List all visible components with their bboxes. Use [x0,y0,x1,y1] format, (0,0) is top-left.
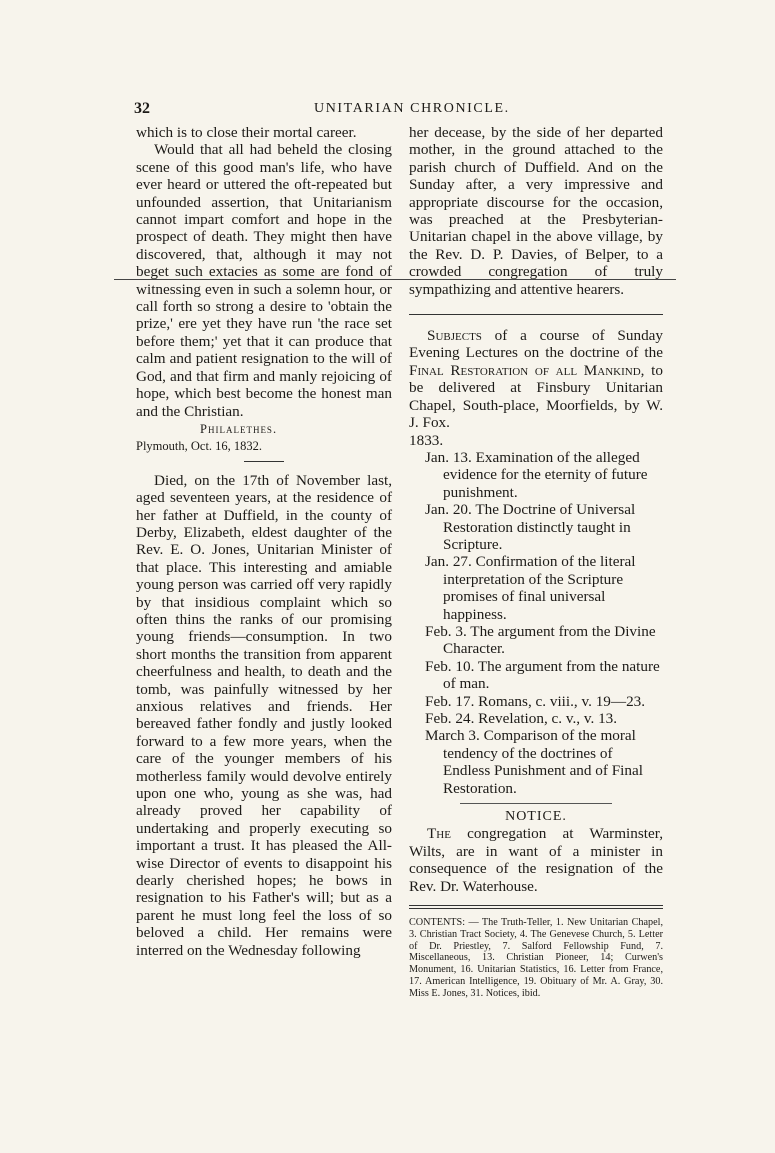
article-paragraph: Would that all had beheld the closing scene of this good man's life, who have ever heard or uttered the oft-repeated but unfounded assertion, that Unitarianism cannot impart comfort and hope in the prospect of death. They might then have discovered, that, although it may not beget such extacies as some are fond of witnessing even in such a solemn hour, or call forth so strong a desire to 'obtain the prize,' ere yet they have run 'the race set before them;' yet that it can produce that calm and patient resignation to the will of God, and that firm and manly rejoicing of hope, which best become the honest man and the Christian. [136,141,392,420]
contents-list: CONTENTS: — The Truth-Teller, 1. New Unitarian Chapel, 3. Christian Tract Society, 4. The Genevese Church, 5. Letter of Dr. Priestley, 7. Salford Fellowship Fund, 7. Miscellaneous, 13. Christian Pioneer, 14; Curwen's Monument, 16. Unitarian Statistics, 16. Letter from France, 17. American Intelligence, 19. Obituary of Mr. A. Gray, 30. Miss E. Jones, 31. Notices, ibid. [409,917,663,999]
notice-body: congregation at Warminster, Wilts, are in want of a minister in consequence of the resignation of the Rev. Dr. Waterhouse. [409,825,663,895]
signature-line [136,420,392,438]
article-end-paragraph: which is to close their mortal career. [136,124,357,141]
left-column [136,124,392,959]
notice-paragraph [409,825,663,895]
lecture-item: Jan. 20. The Doctrine of Universal Restoration distinctly taught in Scripture. [425,501,636,553]
page-header [134,100,664,122]
section-divider [244,461,284,462]
right-column [409,124,663,1000]
obituary-paragraph: Died, on the 17th of November last, aged seventeen years, at the residence of her father at Duffield, in the county of Derby, Elizabeth, eldest daughter of the Rev. E. O. Jones, Unitarian Minister of that place. This interesting and amiable young person was carried off very rapidly by that insidious complaint which so often thins the ranks of our promising young friends—consumption. In two short months the transition from apparent cheerfulness and health, to death and the tomb, was painfully witnessed by her anxious relatives and friends. Her bereaved father fondly and justly looked forward to a few more years, when the care of the younger members of his motherless family would devolve entirely upon one who, young as she was, had already proved her capability of undertaking and properly executing so important a trust. It has pleased the All-wise Director of events to disappoint his dearly cherished hopes; he bows in resignation to his Father's will; but as a parent he must long feel the loss of so beloved a child. Her remains were interred on the Wednesday following [136,471,392,959]
lecture-list [409,449,663,797]
lecture-item: Feb. 24. Revelation, c. v., v. 13. [425,710,618,727]
lecture-item: Feb. 3. The argument from the Divine Character. [425,622,656,658]
lectures-intro-text-b: , to be delivered at Finsbury Unitarian Chapel, South-place, Moorfields, by W. J. Fox. [409,361,663,432]
lectures-intro [409,327,663,431]
contents-divider [409,905,663,909]
lectures-intro-text-a: of a course of Sunday Evening Lectures on the doctrine of the [409,327,663,362]
lecture-item: Feb. 10. The argument from the nature of man. [425,657,660,693]
obituary-continuation: her decease, by the side of her departed mother, in the ground attached to the parish church of Duffield. And on the Sunday after, a very impressive and appropriate discourse for the occasion, was preached at the Presbyterian-Unitarian chapel in the above village, by the Rev. D. P. Davies, of Belper, to a crowded congregation of truly sympathizing and attentive hearers. [409,124,663,298]
lecture-item: Feb. 17. Romans, c. viii., v. 19—23. [425,692,646,710]
notice-divider [460,803,612,804]
lecture-item: March 3. Comparison of the moral tendency of the doctrines of Endless Punishment and of Final Restoration. [425,727,643,797]
running-title: UNITARIAN CHRONICLE. [314,101,510,116]
lectures-intro-lead: Subjects [427,327,482,345]
lectures-intro-caps: Final Restoration of all Mankind [409,361,641,379]
lectures-year: 1833. [409,431,444,449]
notice-title: NOTICE. [505,809,567,825]
lecture-item: Jan. 27. Confirmation of the literal interpretation of the Scripture promises of final universal happiness. [425,553,636,623]
author-signature: Philalethes. [200,421,278,436]
page-number: 32 [134,100,150,117]
lecture-item: Jan. 13. Examination of the alleged evidence for the eternity of future punishment. [425,448,648,501]
section-rule [409,314,663,315]
notice-lead: The [427,825,451,843]
dateline: Plymouth, Oct. 16, 1832. [136,439,263,454]
